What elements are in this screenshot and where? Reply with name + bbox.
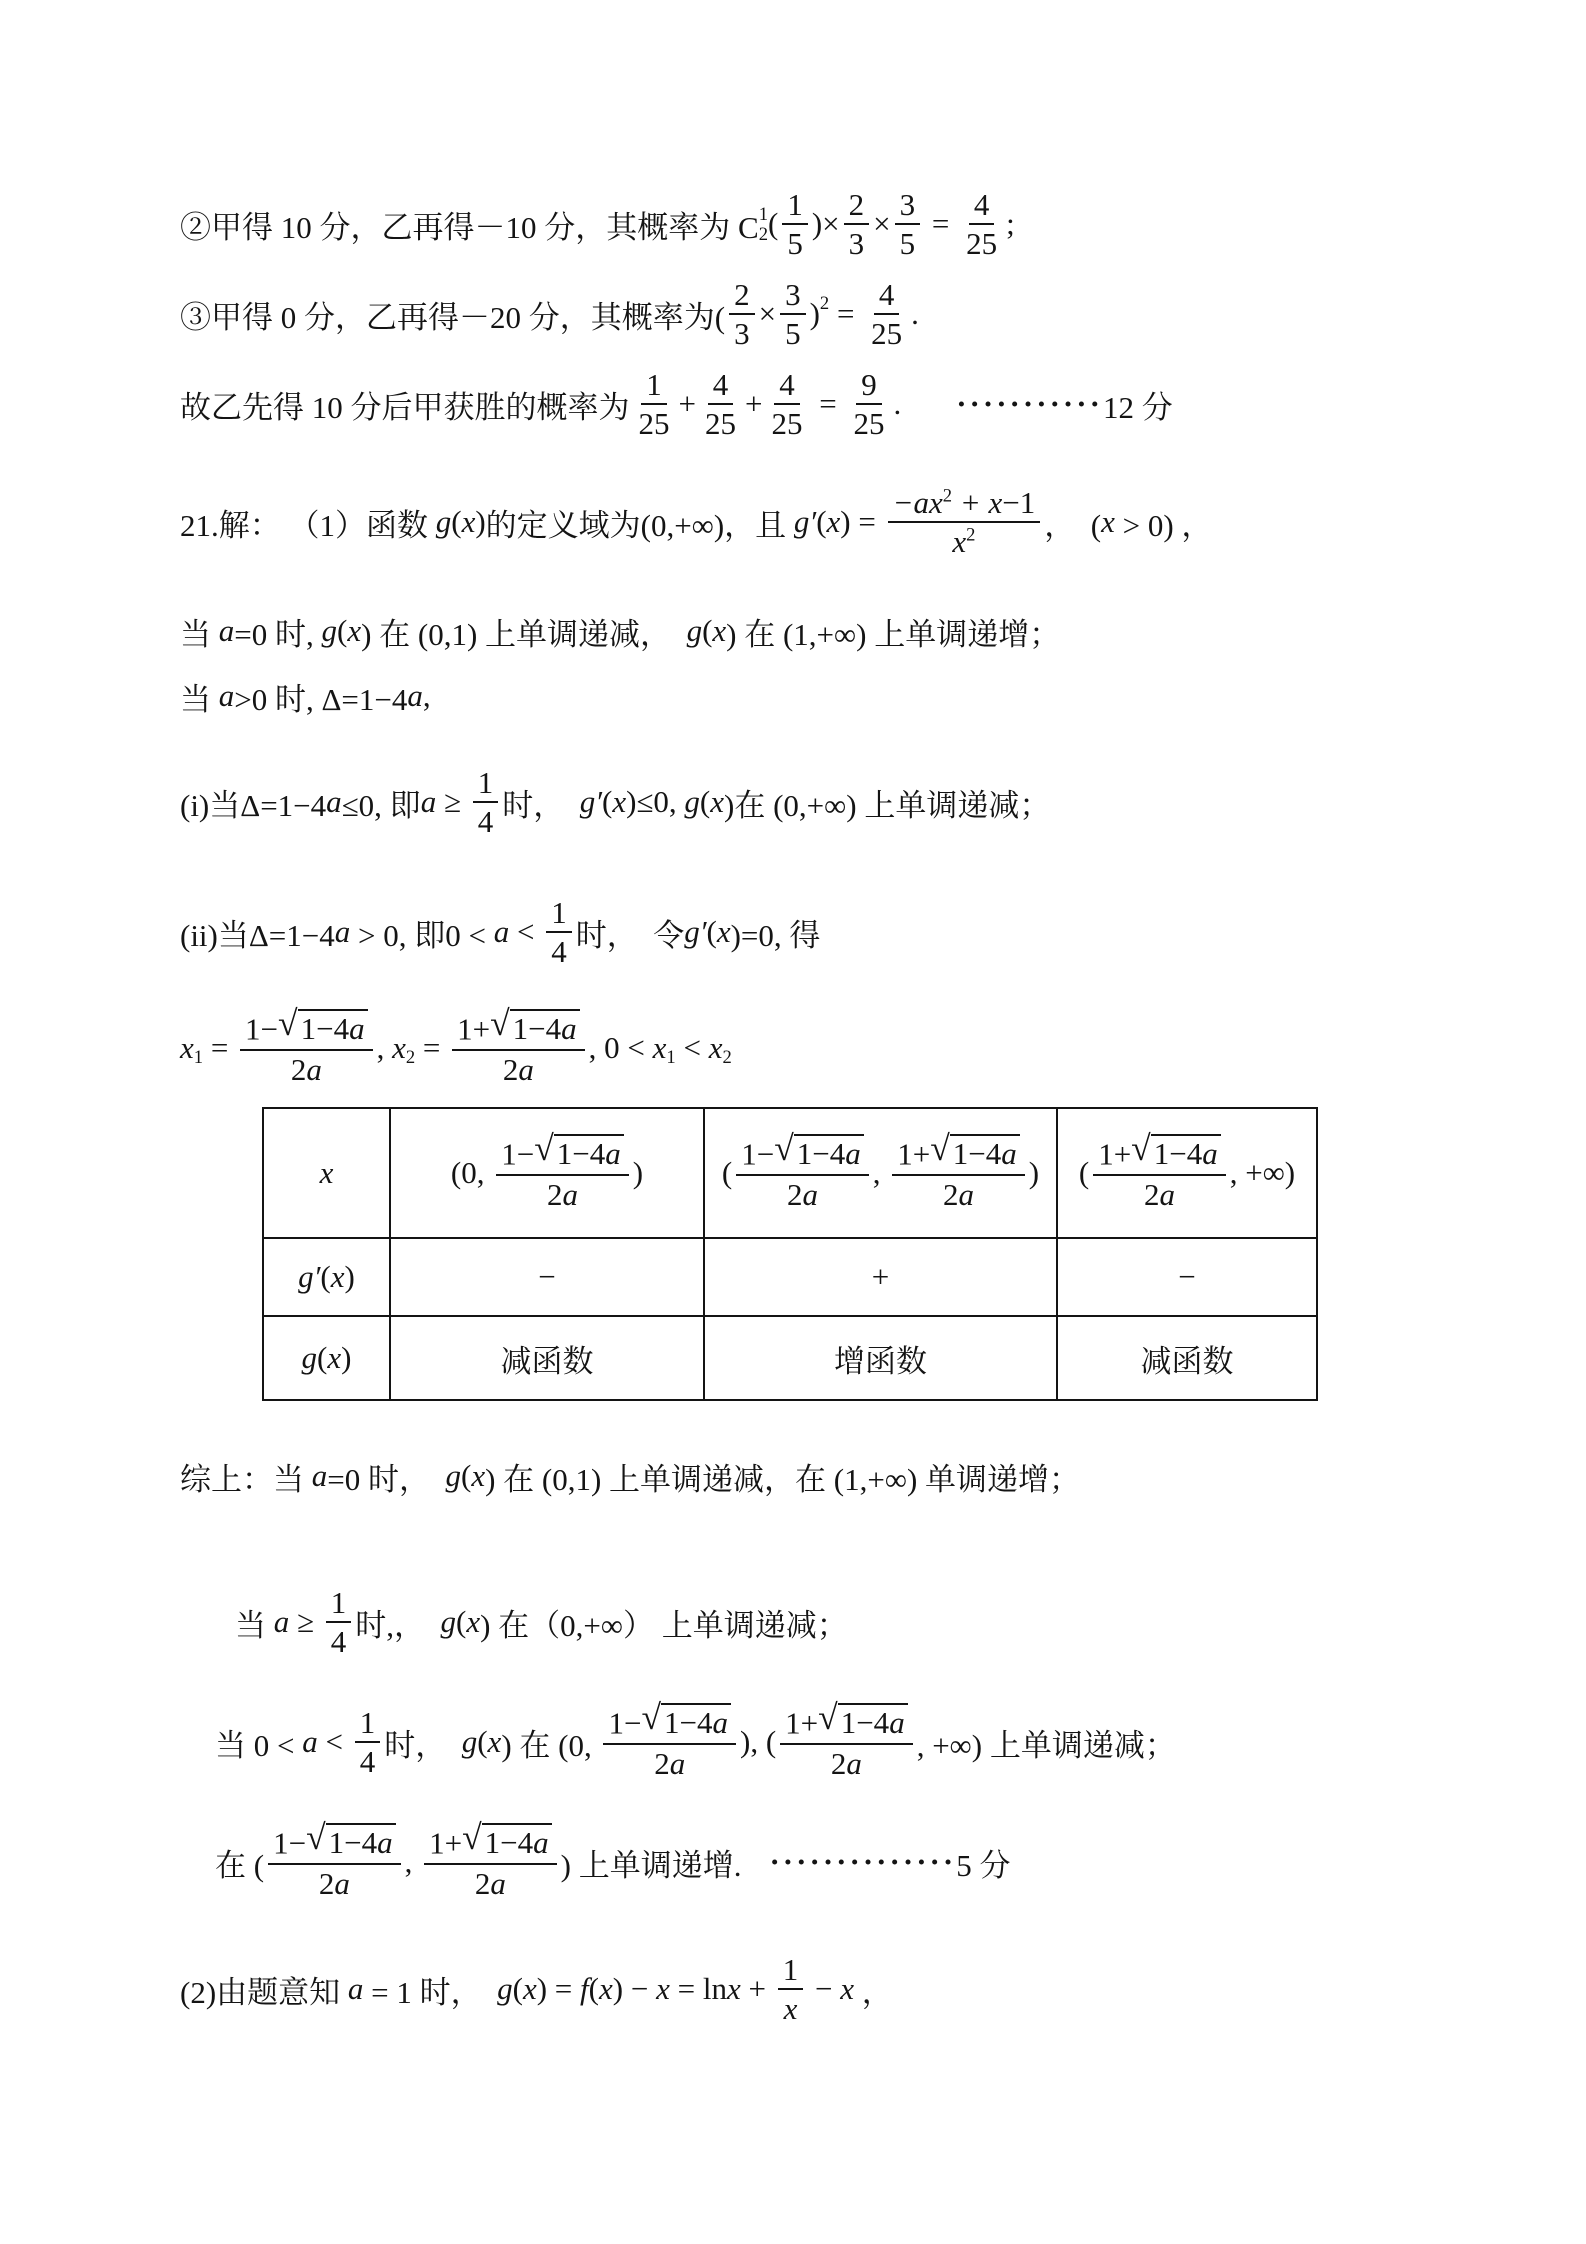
q21-part1-derivative-line: 21.解： （1）函数 g ( x ) 的定义域为(0,+∞)，且 g′ ( x ) = $\frac{-ax^2 + x-1}{x^2}$ ， ( x > 0) ， [180,484,1213,559]
prob-case-3-line: ③甲得 0 分，乙再得－20 分，其概率为( $\frac{2}{3}$ × $\frac{3}{5}$ ) $^2$ = $\frac{4}{25}$ . [180,276,919,351]
table-header-x: x [263,1108,390,1238]
prob-case-2-line: ②甲得 10 分，乙再得－10 分，其概率为 C 1 2 ( $\frac{1}{5}$ )× $\frac{2}{3}$ × $\frac{3}{5}$ = $\frac{4}{25}$ ; [180,186,1015,261]
table-header-g-prime: g′ ( x ) [263,1238,390,1316]
table-cell-interval-2: ( 1− √ 1−4a 2a , 1+ √ 1−4a 2a ) [704,1108,1057,1238]
table-cell-monotone-1: 减函数 [390,1316,704,1400]
part2-intro-line: (2)由题意知 a = 1 时， g ( x ) = f ( x ) − x = ln x + $\frac{1}{x}$ − x ， [180,1951,893,2026]
subcase-ii-line: (ii)当Δ=1−4 a > 0, 即0 < a < $\frac{1}{4}$ 时， 令 g′ ( x )=0, 得 [180,894,821,969]
monotonicity-table [262,1107,1318,1401]
summary-line-4: 在 ( 1− √ 1−4a 2a , 1+ √ 1−4a 2a ) 上单调递增. ·············· 5 分 [215,1817,1011,1902]
table-cell-sign-2: + [704,1238,1057,1316]
table-row-g [263,1316,1317,1400]
table-cell-interval-1: (0, 1− √ 1−4a 2a ) [390,1108,704,1238]
summary-line-2: 当 a ≥ $\frac{1}{4}$ 时,， g ( x ) 在（0,+∞） 上单调递减； [235,1584,848,1659]
table-header-g: g ( x ) [263,1316,390,1400]
table-cell-interval-3: ( 1+ √ 1−4a 2a , +∞) [1057,1108,1317,1238]
summary-line-3: 当 0 < a < $\frac{1}{4}$ 时， g ( x ) 在 (0, 1− √ 1−4a 2a ), ( 1+ √ 1−4a 2a , +∞) 上单调递减； [215,1697,1176,1782]
case-a-positive-line: 当 a >0 时, Δ=1−4 a , [180,678,431,717]
subcase-i-line: (i)当Δ=1−4 a ≤0, 即 a ≥ $\frac{1}{4}$ 时， g′ ( x )≤0, g ( x )在 (0,+∞) 上单调递减； [180,764,1051,839]
table-cell-monotone-3: 减函数 [1057,1316,1317,1400]
prob-conclusion-line: 故乙先得 10 分后甲获胜的概率为 $\frac{1}{25}$ + $\frac{4}{25}$ + $\frac{4}{25}$ = $\frac{9}{25}$ . ··········· 12 分 [180,366,1173,441]
table-row-g-prime [263,1238,1317,1316]
table-cell-monotone-2: 增函数 [704,1316,1057,1400]
table-row-x [263,1108,1317,1238]
table-cell-sign-3: − [1057,1238,1317,1316]
table-cell-sign-1: − [390,1238,704,1316]
case-a-equals-0-line: 当 a =0 时, g ( x ) 在 (0,1) 上单调递减， g ( x ) 在 (1,+∞) 上单调递增； [180,613,1061,652]
roots-x1-x2-line: x $_1$ = 1− √ 1−4a 2a , x $_2$ = 1+ √ 1−4a 2a , 0 < x $_1$ < x $_2$ [180,1003,732,1088]
summary-line-1: 综上：当 a =0 时， g ( x ) 在 (0,1) 上单调递减，在 (1,+∞) 单调递增； [180,1458,1081,1497]
